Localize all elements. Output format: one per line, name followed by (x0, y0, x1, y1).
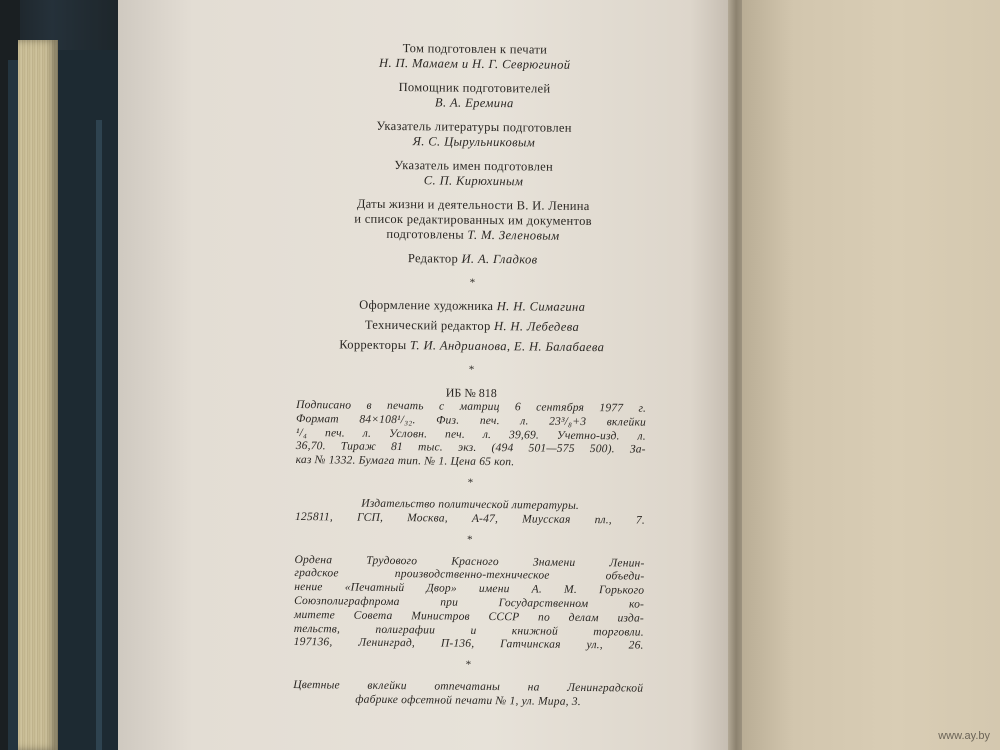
tech-label: Технический редактор (364, 317, 491, 334)
printer-line: Ордена Трудового Красного Знамени Ленин- (294, 553, 645, 570)
inserts-block (293, 679, 643, 710)
credit-block (298, 157, 648, 191)
inserts-line: Цветные вклейки отпечатаны на Ленинградской (293, 679, 644, 695)
imprint-line: Подписано в печать с матриц 6 сентября 1977 г. (296, 398, 647, 415)
imprint-line: 36,70. Тираж 81 тыс. экз. (494 501—575 500). За- (295, 440, 646, 457)
dates-names: Т. М. Зеленовым (467, 227, 560, 243)
printer-line: нение «Печатный Двор» имени А. М. Горького (294, 581, 645, 597)
spine-stripe (96, 120, 102, 750)
editor-label: Редактор (407, 251, 459, 266)
credit-names: В. А. Еремина (434, 95, 514, 111)
dates-line: подготовлены (386, 226, 465, 242)
credit-block (300, 40, 650, 74)
imprint-line: ¹/₄ печ. л. Условн. печ. л. 39,69. Учетно-изд. л. (295, 426, 646, 443)
credit-label: Том подготовлен к печати (402, 41, 548, 57)
proof-label: Корректоры (339, 337, 407, 353)
adjacent-book-spine (58, 50, 118, 750)
separator-star: * (469, 276, 476, 289)
ib-number: ИБ № 818 (445, 385, 497, 401)
credit-label: Указатель литературы подготовлен (376, 118, 572, 135)
right-page (742, 0, 1000, 750)
printer-line: Союзполиграфпрома при Государственном ко- (294, 594, 645, 611)
tech-name: Н. Н. Лебедева (493, 319, 580, 334)
credit-names: Н. П. Мамаем и Н. Г. Севрюгиной (379, 55, 571, 72)
separator-star: * (465, 658, 472, 671)
credit-names: С. П. Кирюхиным (423, 173, 524, 189)
printer-line: тельств, полиграфии и книжной торговли. (293, 622, 644, 639)
book-cover-spine (8, 60, 18, 750)
artist-name: Н. Н. Симагина (496, 299, 586, 315)
credit-block (299, 118, 649, 152)
design-tech (297, 317, 647, 336)
proof-names: Т. И. Андрианова, Е. Н. Балабаева (409, 338, 605, 355)
dates-line: и список редактированных им документов (354, 211, 592, 229)
credit-label: Указатель имен подготовлен (394, 157, 554, 174)
publisher-line: Издательство политической литературы. (361, 497, 580, 512)
dates-block (298, 196, 648, 245)
printer-block (294, 554, 645, 654)
credit-names: Я. С. Цырульниковым (412, 134, 536, 150)
printer-line: митете Совета Министров СССР по делам изда- (293, 608, 645, 625)
printer-line: 197136, Ленинград, П-136, Гатчинская ул., 26. (293, 636, 644, 652)
separator-star: * (467, 476, 474, 489)
credit-label: Помощник подготовителей (398, 80, 551, 96)
design-proof (297, 337, 647, 356)
page-block-edge (18, 40, 58, 750)
publisher-block (295, 497, 645, 528)
publisher-line: 125811, ГСП, Москва, А-47, Миусская пл., 7. (294, 510, 646, 527)
imprint-line: каз № 1332. Бумага тип. № 1. Цена 65 коп. (295, 454, 515, 469)
watermark: www.ay.by (938, 730, 990, 742)
printer-line: градское производственно-техническое объеди- (294, 567, 645, 584)
imprint-block (296, 399, 647, 472)
credit-block (299, 79, 649, 113)
colophon-text (293, 40, 650, 710)
design-artist (297, 297, 647, 316)
separator-star: * (466, 533, 473, 546)
editor-line (298, 250, 648, 269)
separator-star: * (468, 363, 475, 376)
editor-name: И. А. Гладков (461, 251, 538, 267)
inserts-line: фабрике офсетной печати № 1, ул. Мира, 3. (355, 693, 581, 708)
artist-label: Оформление художника (359, 297, 494, 314)
imprint-line: Формат 84×108¹/₃₂. Физ. печ. л. 23³/₈+3 вклейки (295, 412, 647, 429)
dates-line: Даты жизни и деятельности В. И. Ленина (356, 196, 590, 214)
